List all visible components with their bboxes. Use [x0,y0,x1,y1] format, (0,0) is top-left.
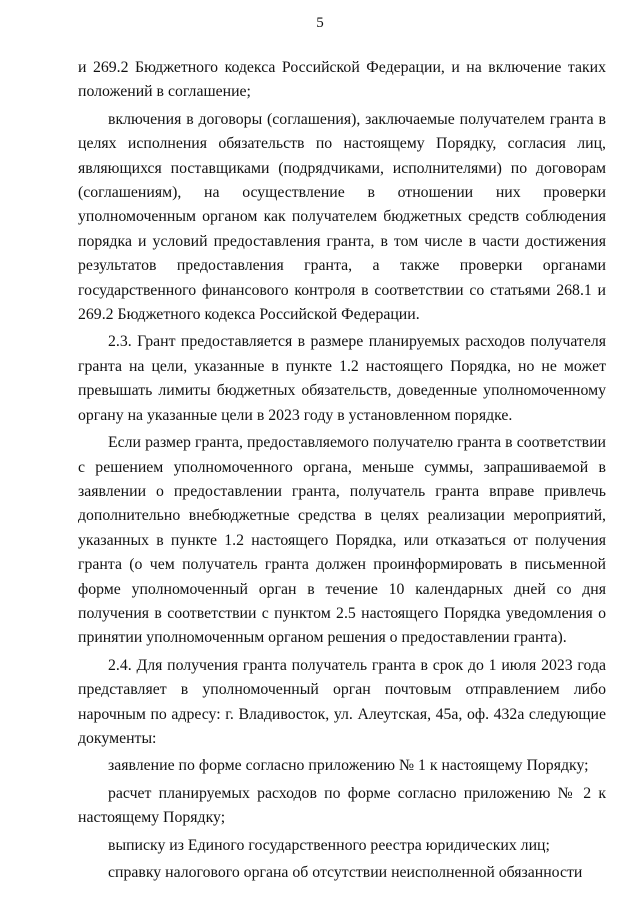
paragraph: включения в договоры (соглашения), заключаемые получателем гранта в целях исполнения обязательств по настоящему Порядку, согласия лиц, являющихся поставщиками (подрядчиками, исполнителями) по договорам (соглашениям), на осуществление в отношении них проверки уполномоченным органом как получателем бюджетных средств соблюдения порядка и условий предоставления гранта, в том числе в части достижения результатов предоставления гранта, а также проверки органами государственного финансового контроля в соответствии со статьями 268.1 и 269.2 Бюджетного кодекса Российской Федерации. [78,110,606,324]
paragraph: справку налогового органа об отсутствии неисполненной обязанности [108,864,583,881]
paragraph: Если размер гранта, предоставляемого получателю гранта в соответствии с решением уполномоченного органа, меньше суммы, запрашиваемой в заявлении о предоставлении гранта, получатель гранта вправе привлечь дополнительно внебюджетные средства в целях реализации мероприятий, указанных в пункте 1.2 настоящего Порядка, или отказаться от получения гранта (о чем получатель гранта должен проинформировать в письменной форме уполномоченный орган в течение 10 календарных дней со дня получения в соответствии с пунктом 2.5 настоящего Порядка уведомления о принятии уполномоченным органом решения о предоставлении гранта). [78,434,606,647]
paragraph: расчет планируемых расходов по форме согласно приложению № 2 к настоящему Порядку; [78,784,606,827]
body-text [78,56,606,888]
paragraph: 2.4. Для получения гранта получатель гранта в срок до 1 июля 2023 года представляет в уполномоченный орган почтовым отправлением либо нарочным по адресу: г. Владивосток, ул. Алеутская, 45а, оф. 432а следующие документы: [78,656,606,747]
paragraph: 2.3. Грант предоставляется в размере планируемых расходов получателя гранта на цели, указанные в пункте 1.2 настоящего Порядка, но не может превышать лимиты бюджетных обязательств, доведенные уполномоченному органу на указанные цели в 2023 году в установленном порядке. [78,333,606,424]
paragraph: выписку из Единого государственного реестра юридических лиц; [108,836,550,854]
paragraph: заявление по форме согласно приложению № 1 к настоящему Порядку; [108,757,589,775]
paragraph: и 269.2 Бюджетного кодекса Российской Федерации, и на включение таких положений в соглашение; [78,59,606,101]
page-number: 5 [316,15,324,31]
